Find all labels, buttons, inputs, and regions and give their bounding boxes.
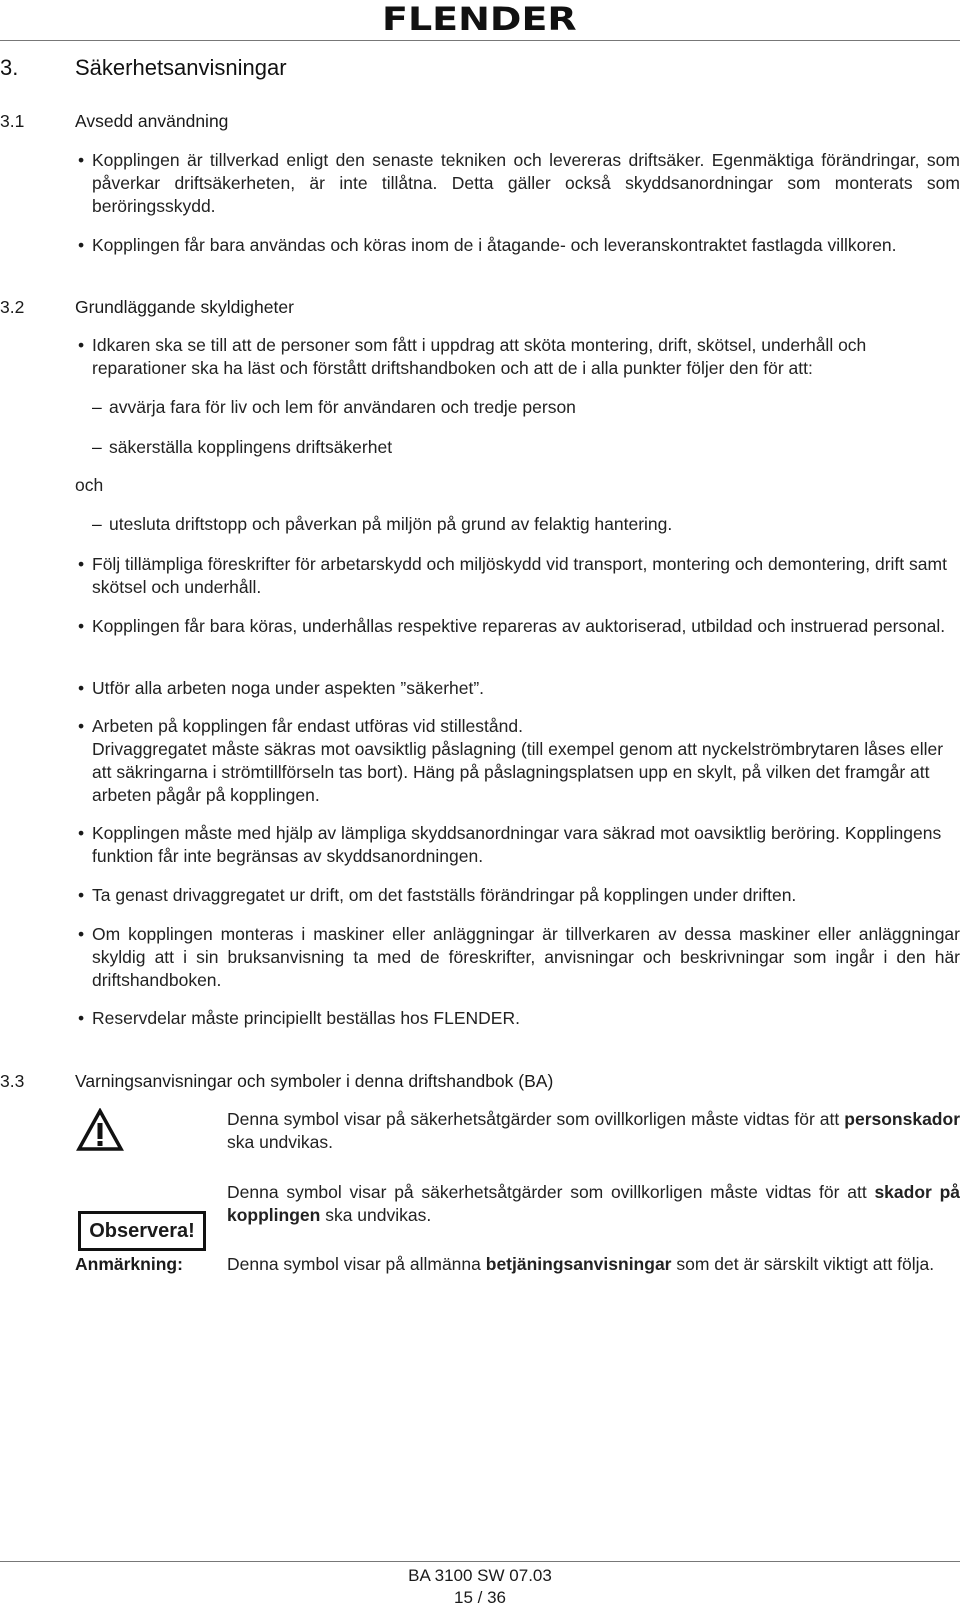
- subsection-title-3-2: Grundläggande skyldigheter: [75, 297, 294, 317]
- paragraph-3-2-6: Kopplingen måste med hjälp av lämpliga skyddsanordningar vara säkrad mot oavsiktlig beröring. Kopplingens funktion får inte begränsas av skyddsanordningen.: [92, 823, 942, 866]
- subsection-title-3-3: Varningsanvisningar och symboler i denna driftshandbok (BA): [75, 1071, 554, 1091]
- conjunction-och: och: [75, 475, 104, 495]
- paragraph-3-2-5b: Drivaggregatet måste säkras mot oavsiktlig påslagning (till exempel genom att nyckelströmbrytaren låses eller att säkringarna i strömtillförseln tas bort). Häng på påslagningsplatsen upp en skylt, på vilken det framgår att arbeten pågår på kopplingen.: [92, 739, 944, 805]
- warning-triangle-icon: [76, 1108, 124, 1152]
- subsection-title-3-1: Avsedd användning: [75, 111, 229, 131]
- paragraph-3-2-5a: Arbeten på kopplingen får endast utföras vid stillestånd.: [92, 716, 523, 736]
- section-number: 3.: [0, 55, 19, 80]
- subsection-number-3-3: 3.3: [0, 1071, 25, 1091]
- symbol-3-description: Denna symbol visar på allmänna betjäningsanvisningar som det är särskilt viktigt att följa.: [227, 1254, 935, 1274]
- dash-item-2: säkerställa kopplingens driftsäkerhet: [109, 437, 393, 457]
- paragraph-3-2-8: Om kopplingen monteras i maskiner eller anläggningar är tillverkaren av dessa maskiner eller anläggningar skyldig att i sin bruksanvisning ta med de föreskrifter, anvisningar och beskrivningar som ingår i den här driftshandboken.: [92, 924, 960, 990]
- paragraph-3-2-7: Ta genast drivaggregatet ur drift, om det fastställs förändringar på kopplingen under driften.: [92, 885, 797, 905]
- dash-icon: –: [92, 397, 102, 417]
- footer-page-number: 15 / 36: [454, 1588, 506, 1607]
- bullet-icon: •: [78, 716, 85, 736]
- bullet-icon: •: [78, 616, 85, 636]
- paragraph-3-1-1: Kopplingen är tillverkad enligt den senaste tekniken och levereras driftsäker. Egenmäktiga förändringar, som påverkar driftsäkerheten, är inte tillåtna. Detta gäller också skyddsanordningar som monterats som beröringsskydd.: [92, 150, 960, 216]
- bullet-icon: •: [78, 823, 85, 843]
- flender-logo: FLENDER: [382, 0, 577, 38]
- paragraph-3-2-2: Följ tillämpliga föreskrifter för arbetarskydd och miljöskydd vid transport, montering och demontering, drift samt skötsel och underhåll.: [92, 554, 947, 597]
- symbol-2-description: Denna symbol visar på säkerhetsåtgärder som ovillkorligen måste vidtas för att skador på kopplingen ska undvikas.: [227, 1182, 960, 1225]
- subsection-number-3-2: 3.2: [0, 297, 25, 317]
- paragraph-3-1-2: Kopplingen får bara användas och köras inom de i åtagande- och leveranskontraktet fastlagda villkoren.: [92, 235, 897, 255]
- subsection-number-3-1: 3.1: [0, 111, 25, 131]
- header-rule: [0, 40, 960, 41]
- paragraph-3-2-1: Idkaren ska se till att de personer som fått i uppdrag att sköta montering, drift, skötsel, underhåll och reparationer ska ha läst och förstått driftshandboken och att de i alla punkter följer den för att:: [92, 335, 867, 378]
- bullet-icon: •: [78, 554, 85, 574]
- bullet-icon: •: [78, 924, 85, 944]
- bullet-icon: •: [78, 235, 85, 255]
- symbol-1-description: Denna symbol visar på säkerhetsåtgärder som ovillkorligen måste vidtas för att personskador ska undvikas.: [227, 1109, 960, 1152]
- dash-icon: –: [92, 514, 102, 534]
- paragraph-3-2-9: Reservdelar måste principiellt beställas hos FLENDER.: [92, 1008, 520, 1028]
- observera-label-box: Observera!: [78, 1211, 206, 1251]
- dash-item-3: utesluta driftstopp och påverkan på miljön på grund av felaktig hantering.: [109, 514, 673, 534]
- bullet-icon: •: [78, 150, 85, 170]
- bullet-icon: •: [78, 678, 85, 698]
- paragraph-3-2-4: Utför alla arbeten noga under aspekten ”säkerhet”.: [92, 678, 485, 698]
- footer-doc-id: BA 3100 SW 07.03: [408, 1566, 552, 1585]
- dash-icon: –: [92, 437, 102, 457]
- section-title: Säkerhetsanvisningar: [75, 55, 287, 80]
- bullet-icon: •: [78, 335, 85, 355]
- dash-item-1: avvärja fara för liv och lem för användaren och tredje person: [109, 397, 576, 417]
- bullet-icon: •: [78, 1008, 85, 1028]
- bullet-icon: •: [78, 885, 85, 905]
- paragraph-3-2-3: Kopplingen får bara köras, underhållas respektive repareras av auktoriserad, utbildad och instruerad personal.: [92, 616, 946, 636]
- footer-rule: [0, 1561, 960, 1562]
- anmarkning-label: Anmärkning:: [75, 1254, 183, 1274]
